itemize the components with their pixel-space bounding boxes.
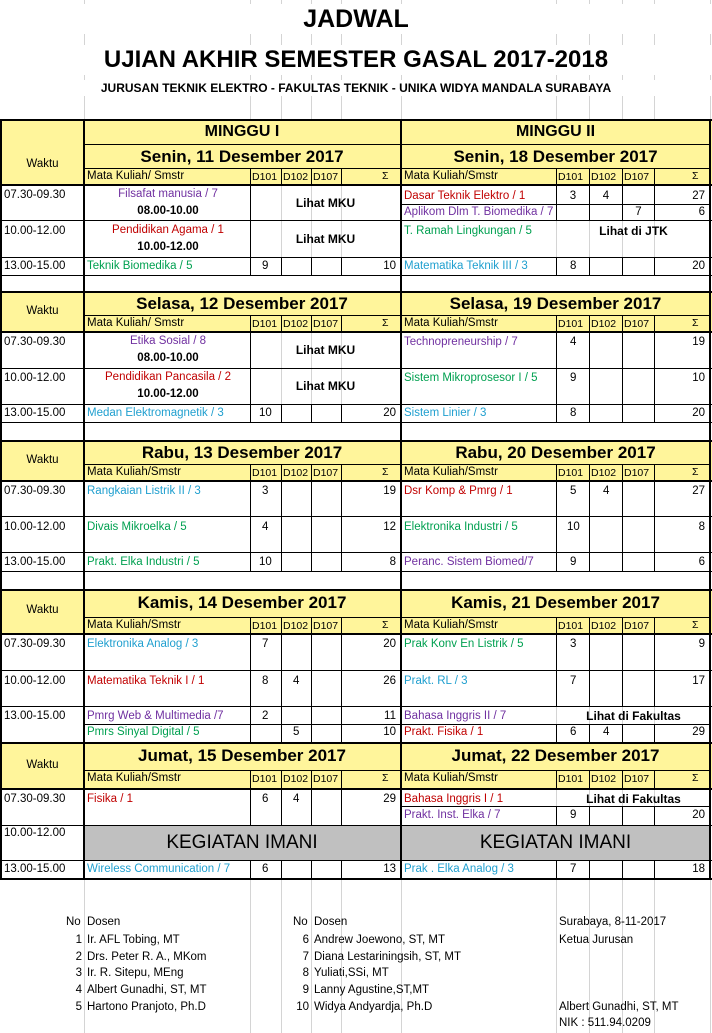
time-slot: 07.30-09.30 [4,793,66,805]
course-name: Pendidikan Pancasila / 2 [105,371,231,383]
course-name: Filsafat manusia / 7 [118,188,218,200]
signature-role: Ketua Jurusan [559,934,634,946]
waktu-label: Waktu [26,454,59,466]
course-name: Technopreneurship / 7 [404,336,518,348]
course-name: Sistem Linier / 3 [404,407,487,419]
course-name: Prakt. RL / 3 [404,675,468,687]
course-name: Prak Konv En Listrik / 5 [404,638,524,650]
course-name: Bahasa Inggris II / 7 [404,710,507,722]
course-name: Dsr Komp & Pmrg / 1 [404,485,513,497]
lecturer-name: Diana Lestariningsih, ST, MT [314,951,462,963]
note-lihat-mku: Lihat MKU [295,196,356,210]
time-slot: 10.00-12.00 [4,521,66,533]
note-lihat-jtk: Lihat di JTK [599,224,668,238]
exam-time: 10.00-12.00 [137,388,199,400]
course-name: Fisika / 1 [87,793,134,805]
course-name: Elektronika Analog / 3 [87,638,199,650]
course-name: Etika Sosial / 8 [129,335,207,347]
course-name: Prakt. Inst. Elka / 7 [404,809,501,821]
day-title: Jumat, 15 Desember 2017 [138,746,346,765]
signature-nik: NIK : 511.94.0209 [559,1017,651,1029]
lecturer-name: Ir. R. Sitepu, MEng [87,967,184,979]
page-subtitle: UJIAN AKHIR SEMESTER GASAL 2017-2018 [0,45,712,75]
time-slot: 07.30-09.30 [4,336,66,348]
course-name: Peranc. Sistem Biomed/7 [404,556,534,568]
department-line: JURUSAN TEKNIK ELEKTRO - FAKULTAS TEKNIK - UNIKA WIDYA MANDALA SURABAYA [0,80,712,96]
exam-time: 08.00-10.00 [137,205,199,217]
signature-name: Albert Gunadhi, ST, MT [559,1001,679,1013]
course-name: Divais Mikroelka / 5 [87,521,187,533]
lecturer-name: Hartono Pranjoto, Ph.D [87,1001,206,1013]
course-name: T. Ramah Lingkungan / 5 [404,225,532,237]
note-lihat-mku: Lihat MKU [295,379,356,393]
lecturer-name: Ir. AFL Tobing, MT [87,934,180,946]
course-name: Matematika Teknik III / 3 [404,260,528,272]
time-slot: 13.00-15.00 [4,407,66,419]
time-slot: 13.00-15.00 [4,556,66,568]
waktu-label: Waktu [26,604,59,616]
kegiatan-imani-label: KEGIATAN IMANI [166,832,318,853]
course-name: Bahasa Inggris I / 1 [404,793,504,805]
time-slot: 07.30-09.30 [4,189,66,201]
day-title: Jumat, 22 Desember 2017 [451,746,660,765]
place-date: Surabaya, 8-11-2017 [559,916,667,928]
course-name: Sistem Mikroprosesor I / 5 [404,372,538,384]
day-title: Selasa, 12 Desember 2017 [136,294,348,313]
day-title: Rabu, 13 Desember 2017 [141,443,343,462]
exam-time: 08.00-10.00 [137,352,199,364]
time-slot: 10.00-12.00 [4,675,66,687]
course-name: Elektronika Industri / 5 [404,521,518,533]
course-name: Matematika Teknik I / 1 [87,675,205,687]
lecturer-name: Lanny Agustine,ST,MT [314,984,430,996]
spacer [0,423,712,440]
course-name: Pmrg Web & Multimedia /7 [87,710,224,722]
time-slot: 07.30-09.30 [4,638,66,650]
note-lihat-mku: Lihat MKU [295,343,356,357]
course-name: Wireless Communication / 7 [87,863,231,875]
lecturer-name: Drs. Peter R. A., MKom [87,951,207,963]
course-name: Prakt. Elka Industri / 5 [87,556,200,568]
spacer [0,276,712,291]
course-name: Prak . Elka Analog / 3 [404,863,514,875]
course-name: Pmrs Sinyal Digital / 5 [87,726,200,738]
note-lihat-fakultas: Lihat di Fakultas [586,792,681,806]
day-title: Kamis, 21 Desember 2017 [451,593,660,612]
week-1-header: MINGGU I [204,123,280,140]
day-title: Selasa, 19 Desember 2017 [449,294,662,313]
time-slot: 10.00-12.00 [4,372,66,384]
time-slot: 13.00-15.00 [4,710,66,722]
course-name: Aplikom Dlm T. Biomedika / 7 [404,206,554,218]
day-title: Senin, 18 Desember 2017 [453,147,658,166]
course-name: Dasar Teknik Elektro / 1 [404,190,526,202]
day-title: Rabu, 20 Desember 2017 [455,443,656,462]
time-slot: 10.00-12.00 [4,827,66,839]
lecturer-name: Yuliati,SSi, MT [314,967,389,979]
kegiatan-imani-label: KEGIATAN IMANI [479,832,632,853]
time-slot: 13.00-15.00 [4,863,66,875]
spacer [0,572,712,589]
course-name: Teknik Biomedika / 5 [87,260,193,272]
lecturer-name: Widya Andyardja, Ph.D [314,1001,433,1013]
course-name: Medan Elektromagnetik / 3 [87,407,224,419]
lecturer-name: Albert Gunadhi, ST, MT [87,984,207,996]
time-slot: 13.00-15.00 [4,260,66,272]
course-name: Pendidikan Agama / 1 [112,224,224,236]
waktu-label: Waktu [26,759,59,771]
course-name: Prakt. Fisika / 1 [404,726,484,738]
day-title: Kamis, 14 Desember 2017 [137,593,347,612]
day-title: Senin, 11 Desember 2017 [140,147,344,166]
note-lihat-fakultas: Lihat di Fakultas [586,709,681,723]
time-slot: 10.00-12.00 [4,225,66,237]
note-lihat-mku: Lihat MKU [295,232,356,246]
waktu-label: Waktu [26,305,59,317]
waktu-label: Waktu [26,158,59,170]
page-title: JADWAL [0,4,712,34]
course-name: Rangkaian Listrik II / 3 [87,485,201,497]
time-slot: 07.30-09.30 [4,485,66,497]
week-2-header: MINGGU II [515,123,596,140]
lecturer-name: Andrew Joewono, ST, MT [314,934,446,946]
exam-time: 10.00-12.00 [137,241,199,253]
exam-schedule-sheet: JADWAL UJIAN AKHIR SEMESTER GASAL 2017-2018 JURUSAN TEKNIK ELEKTRO - FAKULTAS TEKNIK - UNIKA WIDYA MANDALA SURABAYA MINGGU I MINGGU II Waktu Waktu Waktu Waktu Waktu Senin, 11 Desember 2017 Senin, 18 Desember 2017 Selasa, 12 Desember 2017 Selasa, 19 Desember 2017 Rabu, 13 Desember 2017 Rabu, 20 Desember 2017 Kamis, 14 Desember 2017 Kamis, 21 Desember 2017 Jumat, 15 Desember 2017 Jumat, 22 Desember 2017 Mata Kuliah/ Smstr D101 D102 D107 Σ Mata Kuliah/Smstr D101 D102 D107 Σ Mata Kuliah/ Smstr D101 D102 D107 Σ Mata Kuliah/Smstr D101 D102 D107 Σ Mata Kuliah/Smstr D101 D102 D107 Σ Mata Kuliah/Smstr D101 D102 D107 Σ Mata Kuliah/Smstr D101 D102 D107 Σ Mata Kuliah/Smstr D101 D102 D107 Σ Mata Kuliah/Smstr D101 D102 D107 Σ Mata Kuliah/Smstr D101 D102 D107 Σ 07.30-09.30 10.00-12.00 13.00-15.00 07.30-09.30 10.00-12.00 13.00-15.00 07.30-09.30 10.00-12.00 13.00-15.00 07.30-09.30 10.00-12.00 13.00-15.00 07.30-09.30 10.00-12.00 13.00-15.00 Filsafat manusia / 7 08.00-10.00 Lihat MKU Dasar Teknik Elektro / 1 3 4 27 Aplikom Dlm T. Biomedika / 7 7 6 Pendidikan Agama / 1 10.00-12.00 Lihat MKU T. Ramah Lingkungan / 5 Lihat di JTK Teknik Biomedika / 5 9 10 Matematika Teknik III / 3 8 20 Etika Sosial / 8 08.00-10.00 Lihat MKU Technopreneurship / 7 4 19 Pendidikan Pancasila / 2 10.00-12.00 Lihat MKU Sistem Mikroprosesor I / 5 9 10 Medan Elektromagnetik / 3 10 20 Sistem Linier / 3 8 20 Rangkaian Listrik II / 3 3 19 Dsr Komp & Pmrg / 1 5 4 27 Divais Mikroelka / 5 4 12 Elektronika Industri / 5 10 8 Prakt. Elka Industri / 5 10 8 Peranc. Sistem Biomed/7 9 6 Elektronika Analog / 3 7 20 Prak Konv En Listrik / 5 3 9 Matematika Teknik I / 1 8 4 26 Prakt. RL / 3 7 17 Pmrg Web & Multimedia /7 2 11 Bahasa Inggris II / 7 Lihat di Fakultas Pmrs Sinyal Digital / 5 5 10 Prakt. Fisika / 1 6 4 29 Fisika / 1 6 4 29 Bahasa Inggris I / 1 Lihat di Fakultas Prakt. Inst. Elka / 7 9 20 KEGIATAN IMANI KEGIATAN IMANI Wireless Communication / 7 6 13 Prak . Elka Analog / 3 7 18 No Dosen No Dosen 1 Ir. AFL Tobing, MT 2 Drs. Peter R. A., MKom 3 Ir. R. Sitepu, MEng 4 Albert Gunadhi, ST, MT 5 Hartono Pranjoto, Ph.D 6 Andrew Joewono, ST, MT 7 Diana Lestariningsih, ST, MT 8 Yuliati,SSi, MT 9 Lanny Agustine,ST,MT 10 Widya Andyardja, Ph.D Surabaya, 8-11-2017 Ketua Jurusan Albert Gunadhi, ST, MT NIK : 511.94.0209 [0,0,712,1033]
